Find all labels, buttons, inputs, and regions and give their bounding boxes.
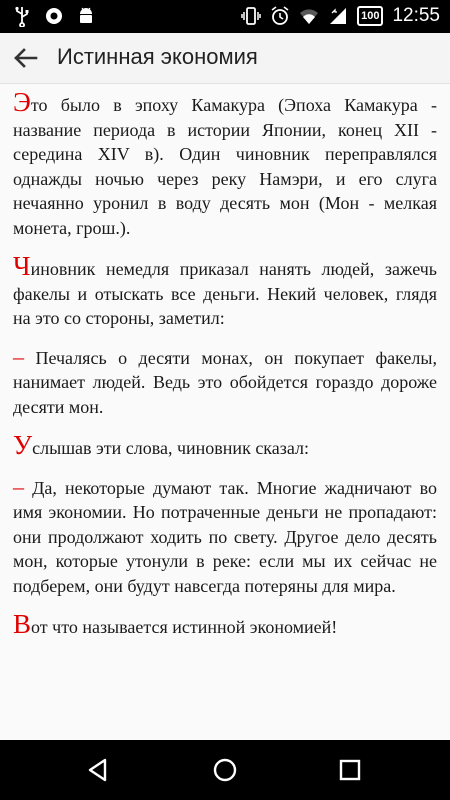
- clock: 12:55: [392, 5, 440, 26]
- alarm-icon: [270, 5, 290, 27]
- arrow-left-icon[interactable]: [8, 40, 44, 76]
- home-circle-icon[interactable]: [210, 755, 240, 785]
- paragraph-text: слышав эти слова, чиновник сказал:: [32, 438, 310, 458]
- record-icon: [44, 5, 64, 27]
- paragraph-text: Печалясь о десяти монах, он покупает факелы, нанимает людей. Ведь это обойдется гораздо дороже десяти мон.: [13, 347, 437, 417]
- paragraph-text: иновник немедля приказал нанять людей, зажечь факелы и отыскать все деньги. Некий человек, глядя на это со стороны, заметил:: [13, 259, 437, 328]
- signal-icon: [328, 5, 348, 27]
- paragraph-text: то было в эпоху Камакура (Эпоха Камакура - название периода в истории Японии, конец XII - середина XIV в). Один чиновник переправлялся однажды ночью через реку Намэри, и его слуга нечаянно уронил в воду десять мон (Мон - мелкая монета, грош.).: [13, 95, 437, 238]
- drop-cap: Э: [13, 87, 31, 117]
- vibrate-icon: [241, 5, 261, 27]
- paragraph-5: [13, 475, 437, 599]
- article-content: [13, 87, 437, 730]
- page-title: Истинная экономия: [57, 44, 258, 69]
- drop-cap: В: [13, 609, 32, 639]
- paragraph-text: Да, некоторые думают так. Многие жадничают во имя экономии. Но потраченные деньги не пропадают: они продолжают ходить по свету. Другое дело десять мон, которые утонули в реке: если мы их сейчас не подберем, они будут навсегда потеряны для мира.: [13, 477, 437, 596]
- android-icon: [76, 5, 96, 27]
- usb-icon: [12, 5, 32, 27]
- status-bar: [0, 0, 450, 33]
- recents-square-icon[interactable]: [335, 755, 365, 785]
- back-triangle-icon[interactable]: [83, 755, 113, 785]
- battery-icon: 100: [357, 6, 383, 26]
- navigation-bar: [0, 740, 450, 800]
- dialogue-dash: –: [13, 343, 24, 369]
- paragraph-1: [13, 87, 437, 240]
- wifi-icon: [299, 5, 319, 27]
- app-bar: [0, 33, 450, 84]
- paragraph-6: [13, 609, 437, 640]
- paragraph-2: [13, 251, 437, 331]
- paragraph-3: [13, 345, 437, 420]
- dialogue-dash: –: [13, 473, 24, 499]
- paragraph-4: [13, 430, 437, 461]
- drop-cap: Ч: [13, 251, 31, 281]
- paragraph-text: от что называется истинной экономией!: [31, 617, 338, 637]
- drop-cap: У: [13, 430, 33, 460]
